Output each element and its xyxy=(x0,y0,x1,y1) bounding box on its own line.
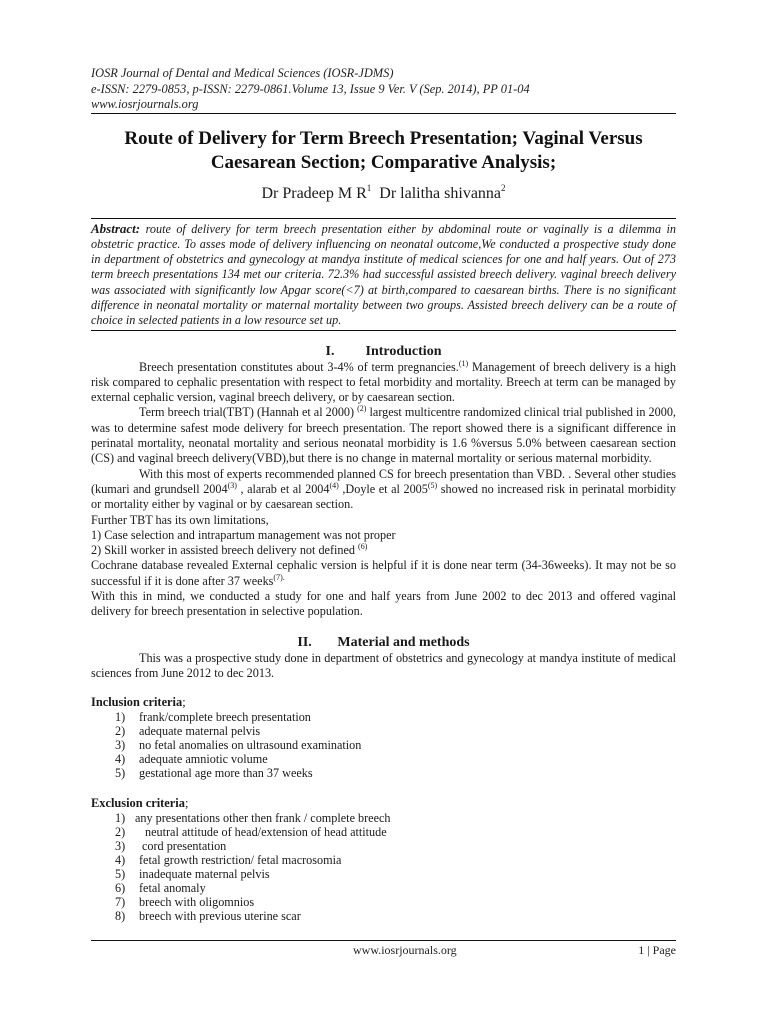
text-run: Management of breech delivery is a high risk compared to cephalic presentation with respect to fetal morbidity and mortality. Breech at term can be managed by external cephalic version, vaginal breech delivery, or by caesarean section. xyxy=(91,359,676,405)
inclusion-criteria-list xyxy=(91,710,676,780)
list-item xyxy=(91,853,676,867)
item-number: 8) xyxy=(115,909,126,924)
item-text: cord presentation xyxy=(142,839,227,854)
author-name: Dr lalitha shivanna xyxy=(379,184,502,202)
list-item xyxy=(91,909,676,923)
item-text: no fetal anomalies on ultrasound examination xyxy=(139,738,362,753)
limitations-intro: Further TBT has its own limitations, xyxy=(91,512,269,527)
citation: (3) xyxy=(227,480,237,490)
section-number: II. xyxy=(297,634,312,650)
item-text: inadequate maternal pelvis xyxy=(139,867,270,882)
item-text: fetal anomaly xyxy=(139,881,206,896)
text-run: ,Doyle et al 2005 xyxy=(338,481,428,496)
text-run: 2) Skill worker in assisted breech delivery not defined xyxy=(91,543,359,558)
list-item xyxy=(91,811,676,825)
list-item xyxy=(91,766,676,780)
paragraph: This was a prospective study done in department of obstetrics and gynecology at mandya institute of medical sciences from June 2012 to dec 2013. xyxy=(91,650,676,680)
author-list xyxy=(91,184,676,204)
exclusion-criteria-heading xyxy=(91,796,676,811)
list-item xyxy=(91,710,676,724)
paragraph xyxy=(91,405,676,466)
text-run: showed no increased risk in perinatal morbidity or mortality either by vaginal or by caesarean section. xyxy=(91,481,676,512)
title-line-2: Caesarean Section; Comparative Analysis; xyxy=(210,151,557,173)
item-text: adequate maternal pelvis xyxy=(139,724,261,739)
list-item xyxy=(91,839,676,853)
item-text: frank/complete breech presentation xyxy=(139,710,311,725)
abstract-label: Abstract: xyxy=(91,220,141,236)
item-number: 4) xyxy=(115,752,126,767)
item-number: 3) xyxy=(115,738,126,753)
list-item xyxy=(91,881,676,895)
journal-header xyxy=(91,66,676,113)
footer-row xyxy=(91,943,676,959)
inclusion-criteria-heading xyxy=(91,695,676,710)
author-name: Dr Pradeep M R xyxy=(261,184,367,202)
section-heading-introduction xyxy=(91,343,676,360)
page-footer xyxy=(91,940,676,959)
abstract-text: route of delivery for term breech presentation either by abdominal route or vaginally is a dilemma in obstetric practice. To asses mode of delivery influencing on neonatal outcome,We conducted a prospective study done in department of obstetrics and gynecology at mandya institute of medical sciences for one and half years. Out of 273 term breech presentations 134 met our criteria. 72.3% had successful assisted breech delivery. vaginal breech delivery was associated with significantly low Apgar score(<7) at birth,compared to caesarean births. There is no significant difference in neonatal mortality or maternal mortality between two groups. Assisted breech delivery can be a route of choice in selected patients in a low resource set up. xyxy=(91,221,676,328)
paragraph: With this in mind, we conducted a study for one and half years from June 2002 to dec 2013 and offered vaginal delivery for breech presentation in selective population. xyxy=(91,589,676,619)
item-number: 7) xyxy=(115,895,126,910)
heading-label: Inclusion criteria xyxy=(91,695,183,710)
item-number: 4) xyxy=(115,853,126,868)
item-number: 6) xyxy=(115,881,126,896)
heading-suffix: ; xyxy=(182,695,186,710)
item-number: 3) xyxy=(115,839,126,854)
text-run: Cochrane database revealed External cephalic version is helpful if it is done near term (34-36weeks). It may not be so successful if it is done after 37 weeks xyxy=(91,558,676,588)
limitation-item xyxy=(91,543,676,558)
item-number: 5) xyxy=(115,766,126,781)
section-title: Introduction xyxy=(365,343,442,359)
item-text: adequate amniotic volume xyxy=(139,752,268,767)
list-item xyxy=(91,724,676,738)
item-number: 2) xyxy=(115,724,126,739)
section-title: Material and methods xyxy=(337,634,470,650)
citation: (4) xyxy=(329,480,339,490)
item-text: gestational age more than 37 weeks xyxy=(139,766,313,781)
text-run: With this most of experts recommended planned CS for breech presentation than VBD. . Several other studies (kumari and grundsell 2004 xyxy=(91,466,676,496)
list-item xyxy=(91,825,676,839)
item-text: fetal growth restriction/ fetal macrosomia xyxy=(139,853,342,868)
paragraph xyxy=(91,467,676,513)
paper-title xyxy=(91,127,676,175)
citation: (7). xyxy=(273,572,285,582)
item-text: neutral attitude of head/extension of head attitude xyxy=(145,825,387,840)
list-item xyxy=(91,752,676,766)
paragraph xyxy=(91,360,676,406)
abstract-box xyxy=(91,218,676,331)
item-text: any presentations other then frank / complete breech xyxy=(135,811,391,826)
introduction-body xyxy=(91,360,676,620)
paper-page xyxy=(91,66,676,923)
item-number: 1) xyxy=(115,811,126,826)
heading-label: Exclusion criteria xyxy=(91,796,185,811)
text-run: Breech presentation constitutes about 3-4% of term pregnancies. xyxy=(139,359,459,374)
heading-suffix: ; xyxy=(184,796,189,811)
text-run: largest multicentre randomized clinical trial published in 2000, was to determine safest mode delivery for breech presentation. The report showed there is a significant difference in perinatal mortality, neonatal mortality and serious neonatal morbidity is 1.6 %versus 5.0% between caesarean section (CS) and vaginal breech delivery(VBD),but there is no change in maternal mortality or serious maternal morbidity. xyxy=(91,405,676,466)
text-run: , alarab et al 2004 xyxy=(236,481,330,496)
methods-body xyxy=(91,651,676,682)
limitation-item: 1) Case selection and intrapartum management was not proper xyxy=(91,527,396,542)
section-number: I. xyxy=(325,343,335,359)
section-heading-methods xyxy=(91,634,676,651)
footer-website: www.iosrjournals.org xyxy=(353,943,457,957)
affiliation-mark: 1 xyxy=(366,182,372,193)
item-text: breech with oligomnios xyxy=(139,895,255,910)
exclusion-criteria-list xyxy=(91,811,676,923)
list-item xyxy=(91,738,676,752)
journal-website: www.iosrjournals.org xyxy=(91,97,199,111)
citation: (6) xyxy=(358,542,368,552)
item-number: 2) xyxy=(115,825,126,840)
header-rule xyxy=(91,113,676,114)
item-text: breech with previous uterine scar xyxy=(139,909,301,924)
citation: (5) xyxy=(427,480,438,490)
citation: (1) xyxy=(458,358,469,368)
paragraph xyxy=(91,558,676,589)
item-number: 5) xyxy=(115,867,126,882)
list-item xyxy=(91,867,676,881)
page-number: 1 | Page xyxy=(638,943,676,957)
text-run: Term breech trial(TBT) (Hannah et al 2000) xyxy=(139,405,358,420)
title-line-1: Route of Delivery for Term Breech Presentation; Vaginal Versus xyxy=(124,127,643,149)
affiliation-mark: 2 xyxy=(501,182,506,193)
list-item xyxy=(91,895,676,909)
journal-name: IOSR Journal of Dental and Medical Sciences (IOSR-JDMS) xyxy=(91,66,394,80)
citation: (2) xyxy=(357,404,367,414)
item-number: 1) xyxy=(115,710,126,725)
journal-issn-volume: e-ISSN: 2279-0853, p-ISSN: 2279-0861.Volume 13, Issue 9 Ver. V (Sep. 2014), PP 01-04 xyxy=(91,81,530,96)
